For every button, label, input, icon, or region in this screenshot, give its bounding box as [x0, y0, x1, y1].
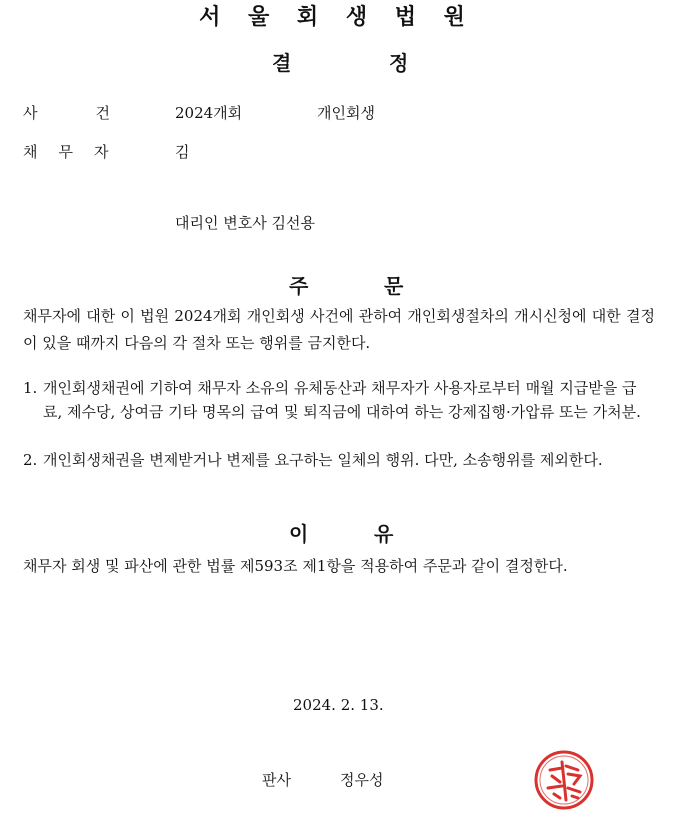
- attorney: 대리인 변호사 김선용: [175, 214, 315, 232]
- debtor-label: 채 무 자: [23, 143, 109, 161]
- judge-name: 정우성: [340, 771, 384, 789]
- debtor-name: 김: [175, 143, 190, 161]
- reason-heading-second-char: 유: [374, 522, 394, 546]
- order-item-number: 1.: [23, 379, 38, 397]
- document-type-second-char: 정: [389, 51, 409, 75]
- order-paragraph: 채무자에 대한 이 법원 2024개회 개인회생 사건에 관하여 개인회생절차의 개시신청에 대한 결정이 있을 때까지 다음의 각 절차 또는 행위를 금지한다.: [23, 307, 655, 352]
- case-type: 개인회생: [317, 104, 375, 122]
- judge-seal-stamp: [532, 748, 596, 812]
- order-heading-first-char: 주: [289, 274, 309, 298]
- decision-date: 2024. 2. 13.: [293, 696, 384, 714]
- case-number: 2024개회: [175, 104, 243, 122]
- judge-label: 판사: [262, 771, 291, 789]
- document-type-first-char: 결: [272, 51, 292, 75]
- order-item-number: 2.: [23, 451, 38, 469]
- reason-paragraph: 채무자 회생 및 파산에 관한 법률 제593조 제1항을 적용하여 주문과 같이 결정한다.: [23, 557, 568, 575]
- order-heading-second-char: 문: [384, 274, 404, 298]
- reason-heading-first-char: 이: [289, 522, 309, 546]
- order-item-text: 개인회생채권을 변제받거나 변제를 요구하는 일체의 행위. 다만, 소송행위를 제외한다.: [43, 451, 603, 469]
- order-item-text: 개인회생채권에 기하여 채무자 소유의 유체동산과 채무자가 사용자로부터 매월 지급받을 급료, 제수당, 상여금 기타 명목의 급여 및 퇴직금에 대하여 하는 강제집행·가압류 또는 가처분.: [43, 379, 641, 421]
- order-item-2: [23, 448, 655, 472]
- case-label: 사 건: [23, 104, 110, 122]
- order-item-1: [23, 376, 655, 424]
- court-name: 서 울 회 생 법 원: [199, 4, 475, 30]
